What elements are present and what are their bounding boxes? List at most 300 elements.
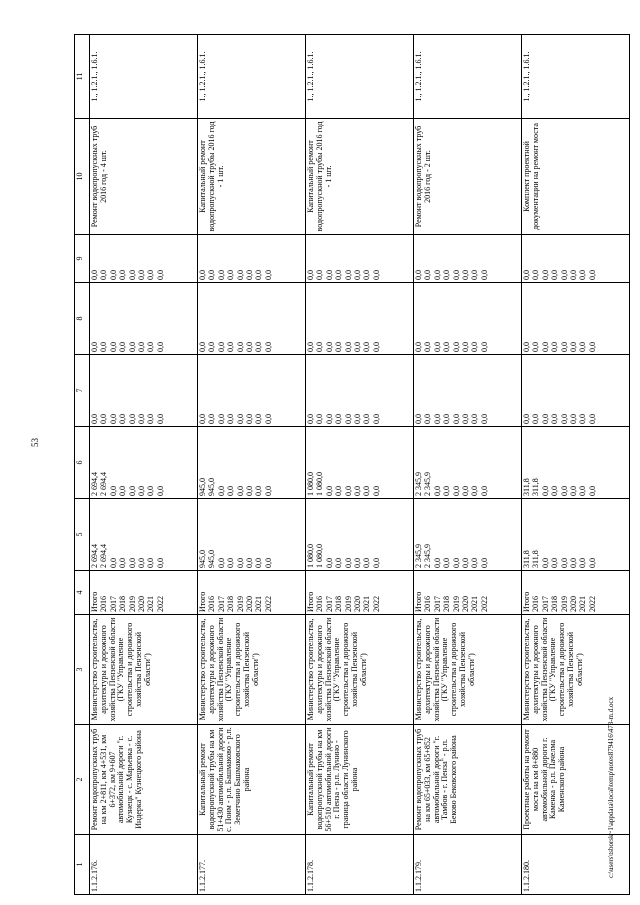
funding-regional-value: 0,0 (371, 486, 381, 496)
funding-federal-value: 0,0 (108, 414, 118, 424)
funding-local-value: 0,0 (414, 342, 423, 352)
funding-other-value: 0,0 (155, 270, 165, 280)
funding-other-value: 0,0 (207, 270, 217, 280)
activity-indicators: 1., 1.2.1., 1.6.1. (414, 35, 522, 119)
funding-local-value: 0,0 (479, 342, 489, 352)
funding-total-value: 0,0 (442, 558, 452, 568)
funding-regional-value: 1 080,0 (315, 472, 325, 496)
funding-local (198, 283, 306, 355)
year-list (90, 571, 198, 615)
activity-row (414, 35, 522, 895)
activity-name: Ремонт водопропускных труб на км 2+811, км 4+531, км 6+372, км 9+607 автомобильной дороги "г. Кузнецк - с. Марьевка - с. Индерка" Кузнецкого района (90, 725, 198, 835)
funding-regional-value: 0,0 (263, 486, 273, 496)
funding-local-value: 0,0 (531, 342, 541, 352)
funding-total-value: 0,0 (362, 558, 372, 568)
activity-executor: Министерство строительства, архитектуры и дорожного хозяйства Пензенской области (ГКУ "Управление строительства и дорожного хозяйства Пензенской области") (522, 615, 630, 725)
funding-federal-value: 0,0 (118, 414, 128, 424)
year-list-value: 2021 (254, 596, 264, 612)
funding-total-value: 0,0 (343, 558, 353, 568)
year-list-value: 2016 (531, 596, 541, 612)
funding-regional-value: 0,0 (559, 486, 569, 496)
funding-local-value: 0,0 (108, 342, 118, 352)
activity-row (198, 35, 306, 895)
funding-local-value: 0,0 (198, 342, 207, 352)
funding-other-value: 0,0 (540, 270, 550, 280)
funding-federal (522, 355, 630, 427)
funding-total-value: 0,0 (540, 558, 550, 568)
funding-regional-value: 0,0 (432, 486, 442, 496)
funding-federal-value: 0,0 (334, 414, 344, 424)
year-list-value: 2017 (540, 596, 550, 612)
activity-executor: Министерство строительства, архитектуры и дорожного хозяйства Пензенской области (ГКУ "Управление строительства и дорожного хозяйства Пензенской области") (90, 615, 198, 725)
funding-regional-value: 0,0 (578, 486, 588, 496)
funding-total-value: 0,0 (155, 558, 165, 568)
funding-total (522, 499, 630, 571)
year-list-value: 2019 (235, 596, 245, 612)
funding-federal-value: 0,0 (198, 414, 207, 424)
funding-total-value: 2 345,9 (414, 544, 423, 568)
funding-other-value: 0,0 (99, 270, 109, 280)
activity-name: Капитальный ремонт водопропускной трубы на км 56+510 автомобильной дороги г. Пенза - р.п. Лунино - граница области Лунинского района (306, 725, 414, 835)
column-number: 7 (75, 355, 90, 427)
year-list-value: 2016 (99, 596, 109, 612)
year-list (414, 571, 522, 615)
activity-executor: Министерство строительства, архитектуры и дорожного хозяйства Пензенской области (ГКУ "Управление строительства и дорожного хозяйства Пензенской области") (198, 615, 306, 725)
funding-other-value: 0,0 (343, 270, 353, 280)
funding-regional-value: 0,0 (136, 486, 146, 496)
funding-other-value: 0,0 (550, 270, 560, 280)
funding-other-value: 0,0 (146, 270, 156, 280)
funding-regional-value: 0,0 (568, 486, 578, 496)
funding-other-value: 0,0 (479, 270, 489, 280)
funding-regional-value: 311,8 (522, 478, 531, 496)
funding-local-value: 0,0 (352, 342, 362, 352)
funding-local-value: 0,0 (254, 342, 264, 352)
year-list (306, 571, 414, 615)
year-list-value: 2016 (423, 596, 433, 612)
funding-other-value: 0,0 (587, 270, 597, 280)
funding-regional (306, 427, 414, 499)
funding-federal-value: 0,0 (479, 414, 489, 424)
funding-total-value: 0,0 (371, 558, 381, 568)
funding-federal-value: 0,0 (263, 414, 273, 424)
column-number: 4 (75, 571, 90, 615)
year-list-value: 2018 (550, 596, 560, 612)
year-list (198, 571, 306, 615)
funding-other-value: 0,0 (371, 270, 381, 280)
activity-result: Капитальный ремонт водопропускной трубы 2016 год - 1 шт. (306, 119, 414, 235)
year-list-value: 2019 (343, 596, 353, 612)
funding-local-value: 0,0 (362, 342, 372, 352)
year-list-value: 2019 (451, 596, 461, 612)
funding-other-value: 0,0 (460, 270, 470, 280)
funding-total-value: 0,0 (460, 558, 470, 568)
funding-federal-value: 0,0 (343, 414, 353, 424)
funding-local-value: 0,0 (226, 342, 236, 352)
funding-federal-value: 0,0 (146, 414, 156, 424)
funding-regional (198, 427, 306, 499)
activity-id: 1.1.2.179. (414, 835, 522, 895)
funding-local-value: 0,0 (155, 342, 165, 352)
funding-local (522, 283, 630, 355)
funding-regional-value: 0,0 (550, 486, 560, 496)
activity-row (90, 35, 198, 895)
funding-other-value: 0,0 (470, 270, 480, 280)
activity-result: Ремонт водопропускных труб 2016 год - 2 шт. (414, 119, 522, 235)
funding-regional-value: 0,0 (108, 486, 118, 496)
funding-federal-value: 0,0 (315, 414, 325, 424)
funding-other-value: 0,0 (334, 270, 344, 280)
funding-regional-value: 1 080,0 (306, 472, 315, 496)
activity-indicators: 1., 1.2.1., 1.6.1. (306, 35, 414, 119)
funding-regional-value: 0,0 (244, 486, 254, 496)
funding-federal (306, 355, 414, 427)
year-list-value: 2017 (324, 596, 334, 612)
funding-total-value: 0,0 (470, 558, 480, 568)
funding-total-value: 0,0 (479, 558, 489, 568)
year-list-value: 2019 (127, 596, 137, 612)
funding-regional-value: 2 694,4 (90, 472, 99, 496)
funding-federal-value: 0,0 (451, 414, 461, 424)
page-number: 53 (30, 438, 40, 447)
funding-total-value: 0,0 (587, 558, 597, 568)
funding-total-value: 0,0 (235, 558, 245, 568)
funding-total-value: 0,0 (451, 558, 461, 568)
funding-local-value: 0,0 (587, 342, 597, 352)
column-number: 9 (75, 235, 90, 283)
funding-other-value: 0,0 (226, 270, 236, 280)
funding-other-value: 0,0 (235, 270, 245, 280)
year-list-value: 2021 (578, 596, 588, 612)
funding-regional-value: 0,0 (343, 486, 353, 496)
funding-local-value: 0,0 (90, 342, 99, 352)
funding-local-value: 0,0 (324, 342, 334, 352)
funding-local-value: 0,0 (136, 342, 146, 352)
funding-regional-value: 0,0 (235, 486, 245, 496)
funding-total-value: 945,0 (198, 550, 207, 568)
funding-regional-value: 0,0 (155, 486, 165, 496)
funding-federal-value: 0,0 (587, 414, 597, 424)
funding-local-value: 0,0 (550, 342, 560, 352)
column-number: 5 (75, 499, 90, 571)
funding-other-value: 0,0 (306, 270, 315, 280)
funding-federal-value: 0,0 (371, 414, 381, 424)
funding-total-value: 0,0 (263, 558, 273, 568)
year-list-value: Итого (306, 591, 315, 612)
funding-local-value: 0,0 (343, 342, 353, 352)
column-number: 2 (75, 725, 90, 835)
funding-federal-value: 0,0 (324, 414, 334, 424)
year-list-value: 2021 (146, 596, 156, 612)
funding-local-value: 0,0 (470, 342, 480, 352)
year-list-value: 2017 (108, 596, 118, 612)
funding-local-value: 0,0 (216, 342, 226, 352)
funding-local-value: 0,0 (432, 342, 442, 352)
year-list-value: 2018 (442, 596, 452, 612)
year-list-value: 2020 (352, 596, 362, 612)
funding-total-value: 0,0 (216, 558, 226, 568)
funding-federal-value: 0,0 (127, 414, 137, 424)
funding-local-value: 0,0 (235, 342, 245, 352)
funding-other-value: 0,0 (244, 270, 254, 280)
funding-local-value: 0,0 (207, 342, 217, 352)
funding-federal-value: 0,0 (207, 414, 217, 424)
funding-federal-value: 0,0 (244, 414, 254, 424)
year-list-value: Итого (90, 591, 99, 612)
funding-local-value: 0,0 (315, 342, 325, 352)
funding-regional-value: 945,0 (198, 478, 207, 496)
funding-federal (414, 355, 522, 427)
funding-total-value: 0,0 (244, 558, 254, 568)
activity-id: 1.1.2.176. (90, 835, 198, 895)
funding-other-value: 0,0 (263, 270, 273, 280)
year-list-value: 2020 (568, 596, 578, 612)
activity-executor: Министерство строительства, архитектуры и дорожного хозяйства Пензенской области (ГКУ "Управление строительства и дорожного хозяйства Пензенской области") (414, 615, 522, 725)
year-list-value: 2021 (362, 596, 372, 612)
funding-regional-value: 0,0 (127, 486, 137, 496)
funding-federal-value: 0,0 (254, 414, 264, 424)
rotated-table-container (74, 35, 630, 895)
funding-other-value: 0,0 (118, 270, 128, 280)
funding-federal-value: 0,0 (522, 414, 531, 424)
funding-local-value: 0,0 (423, 342, 433, 352)
funding-regional-value: 2 345,9 (423, 472, 433, 496)
activity-row (306, 35, 414, 895)
funding-federal-value: 0,0 (470, 414, 480, 424)
funding-other-value: 0,0 (578, 270, 588, 280)
funding-total-value: 311,8 (522, 550, 531, 568)
year-list-value: 2022 (371, 596, 381, 612)
funding-federal-value: 0,0 (531, 414, 541, 424)
funding-total-value: 945,0 (207, 550, 217, 568)
funding-local (414, 283, 522, 355)
activity-result: Капитальный ремонт водопропускной трубы 2016 год - 1 шт. (198, 119, 306, 235)
funding-local-value: 0,0 (442, 342, 452, 352)
year-list-value: 2020 (244, 596, 254, 612)
funding-total (414, 499, 522, 571)
year-list-value: 2022 (263, 596, 273, 612)
column-number: 8 (75, 283, 90, 355)
activity-name: Капитальный ремонт водопропускной трубы на км 51+430 автомобильной дороги с. Поим - р.п. Башмаково - р.п. Земетчино Башмаковского района (198, 725, 306, 835)
funding-federal-value: 0,0 (306, 414, 315, 424)
funding-federal-value: 0,0 (550, 414, 560, 424)
funding-other-value: 0,0 (362, 270, 372, 280)
funding-other-value: 0,0 (108, 270, 118, 280)
funding-local (90, 283, 198, 355)
column-number-row (75, 35, 90, 895)
year-list-value: 2016 (315, 596, 325, 612)
activity-indicators: 1., 1.2.1., 1.6.1. (198, 35, 306, 119)
funding-total-value: 2 694,4 (99, 544, 109, 568)
funding-local-value: 0,0 (578, 342, 588, 352)
funding-other-value: 0,0 (442, 270, 452, 280)
year-list-value: Итого (198, 591, 207, 612)
funding-total-value: 1 080,0 (315, 544, 325, 568)
year-list-value: 2017 (432, 596, 442, 612)
funding-regional (522, 427, 630, 499)
year-list-value: 2020 (460, 596, 470, 612)
funding-total-value: 0,0 (146, 558, 156, 568)
activity-result: Комплект проектной документации на ремонт моста (522, 119, 630, 235)
year-list-value: 2022 (155, 596, 165, 612)
funding-total (90, 499, 198, 571)
funding-federal-value: 0,0 (136, 414, 146, 424)
funding-regional-value: 0,0 (118, 486, 128, 496)
funding-other-value: 0,0 (531, 270, 541, 280)
funding-total-value: 0,0 (127, 558, 137, 568)
funding-other-value: 0,0 (254, 270, 264, 280)
funding-local-value: 0,0 (263, 342, 273, 352)
column-number: 11 (75, 35, 90, 119)
funding-other-value: 0,0 (451, 270, 461, 280)
year-list (522, 571, 630, 615)
funding-total-value: 0,0 (352, 558, 362, 568)
funding-local-value: 0,0 (334, 342, 344, 352)
funding-federal-value: 0,0 (568, 414, 578, 424)
funding-local (306, 283, 414, 355)
program-activities-table (74, 34, 630, 895)
funding-federal-value: 0,0 (155, 414, 165, 424)
funding-local-value: 0,0 (127, 342, 137, 352)
funding-local-value: 0,0 (118, 342, 128, 352)
activity-result: Ремонт водопропускных труб 2016 год - 4 шт. (90, 119, 198, 235)
funding-regional-value: 2 345,9 (414, 472, 423, 496)
funding-total (306, 499, 414, 571)
funding-other-value: 0,0 (522, 270, 531, 280)
funding-local-value: 0,0 (540, 342, 550, 352)
funding-federal-value: 0,0 (559, 414, 569, 424)
funding-total-value: 0,0 (254, 558, 264, 568)
year-list-value: 2018 (334, 596, 344, 612)
year-list-value: 2019 (559, 596, 569, 612)
year-list-value: 2020 (136, 596, 146, 612)
funding-other-value: 0,0 (568, 270, 578, 280)
funding-regional-value: 0,0 (470, 486, 480, 496)
funding-regional-value: 0,0 (146, 486, 156, 496)
column-number: 3 (75, 615, 90, 725)
activity-indicators: 1., 1.2.1., 1.6.1. (90, 35, 198, 119)
activity-id: 1.1.2.178. (306, 835, 414, 895)
funding-other (198, 235, 306, 283)
funding-total-value: 0,0 (432, 558, 442, 568)
funding-local-value: 0,0 (146, 342, 156, 352)
funding-other-value: 0,0 (216, 270, 226, 280)
funding-other-value: 0,0 (414, 270, 423, 280)
year-list-value: 2022 (587, 596, 597, 612)
funding-local-value: 0,0 (371, 342, 381, 352)
funding-total-value: 0,0 (578, 558, 588, 568)
funding-federal-value: 0,0 (540, 414, 550, 424)
funding-other-value: 0,0 (352, 270, 362, 280)
funding-other-value: 0,0 (90, 270, 99, 280)
funding-local-value: 0,0 (568, 342, 578, 352)
funding-local-value: 0,0 (451, 342, 461, 352)
funding-local-value: 0,0 (522, 342, 531, 352)
funding-other-value: 0,0 (423, 270, 433, 280)
funding-regional-value: 0,0 (352, 486, 362, 496)
year-list-value: 2018 (118, 596, 128, 612)
funding-regional (414, 427, 522, 499)
funding-federal-value: 0,0 (442, 414, 452, 424)
funding-other-value: 0,0 (198, 270, 207, 280)
funding-total-value: 1 080,0 (306, 544, 315, 568)
funding-total-value: 2 345,9 (423, 544, 433, 568)
funding-regional-value: 0,0 (460, 486, 470, 496)
funding-federal-value: 0,0 (578, 414, 588, 424)
funding-regional-value: 0,0 (324, 486, 334, 496)
funding-regional-value: 0,0 (216, 486, 226, 496)
column-number: 10 (75, 119, 90, 235)
year-list-value: Итого (522, 591, 531, 612)
activity-indicators: 1., 1.2.1., 1.6.1. (522, 35, 630, 119)
funding-other (414, 235, 522, 283)
funding-federal-value: 0,0 (460, 414, 470, 424)
funding-other-value: 0,0 (315, 270, 325, 280)
funding-local-value: 0,0 (99, 342, 109, 352)
activity-name: Ремонт водопропускных труб на км 65+033, км 65+852 автомобильной дороги "г. Тамбов - г. Пенза" - р.п. Беково Бековского района (414, 725, 522, 835)
funding-total-value: 0,0 (334, 558, 344, 568)
column-number: 6 (75, 427, 90, 499)
funding-regional-value: 0,0 (451, 486, 461, 496)
column-number: 1 (75, 835, 90, 895)
funding-federal (198, 355, 306, 427)
year-list-value: 2021 (470, 596, 480, 612)
funding-total-value: 0,0 (550, 558, 560, 568)
funding-other-value: 0,0 (559, 270, 569, 280)
file-path-footer: c:\users\tsborsk~1\appdata\local\temp\notes879416\473-m.d.ocx (607, 696, 615, 878)
funding-regional-value: 0,0 (226, 486, 236, 496)
funding-regional-value: 0,0 (254, 486, 264, 496)
year-list-value: Итого (414, 591, 423, 612)
funding-total-value: 0,0 (324, 558, 334, 568)
funding-other-value: 0,0 (324, 270, 334, 280)
funding-federal-value: 0,0 (216, 414, 226, 424)
funding-total-value: 0,0 (136, 558, 146, 568)
funding-other (522, 235, 630, 283)
funding-local-value: 0,0 (244, 342, 254, 352)
funding-other-value: 0,0 (136, 270, 146, 280)
funding-regional-value: 0,0 (442, 486, 452, 496)
funding-federal-value: 0,0 (423, 414, 433, 424)
year-list-value: 2016 (207, 596, 217, 612)
funding-total-value: 0,0 (568, 558, 578, 568)
funding-other (90, 235, 198, 283)
funding-total-value: 311,8 (531, 550, 541, 568)
funding-federal (90, 355, 198, 427)
funding-federal-value: 0,0 (432, 414, 442, 424)
funding-local-value: 0,0 (559, 342, 569, 352)
funding-other-value: 0,0 (127, 270, 137, 280)
activity-name: Проектные работы на ремонт моста на км 8+880 автомобильной дороги г. Каменка - р.п. Пачелма Каменского района (522, 725, 630, 835)
year-list-value: 2017 (216, 596, 226, 612)
funding-local-value: 0,0 (460, 342, 470, 352)
funding-total-value: 2 694,4 (90, 544, 99, 568)
funding-federal-value: 0,0 (99, 414, 109, 424)
funding-regional-value: 945,0 (207, 478, 217, 496)
funding-federal-value: 0,0 (362, 414, 372, 424)
funding-total-value: 0,0 (108, 558, 118, 568)
funding-federal-value: 0,0 (352, 414, 362, 424)
funding-federal-value: 0,0 (414, 414, 423, 424)
year-list-value: 2018 (226, 596, 236, 612)
year-list-value: 2022 (479, 596, 489, 612)
funding-other-value: 0,0 (432, 270, 442, 280)
funding-local-value: 0,0 (306, 342, 315, 352)
funding-total-value: 0,0 (559, 558, 569, 568)
funding-regional-value: 0,0 (334, 486, 344, 496)
funding-regional-value: 311,8 (531, 478, 541, 496)
activity-id: 1.1.2.177. (198, 835, 306, 895)
